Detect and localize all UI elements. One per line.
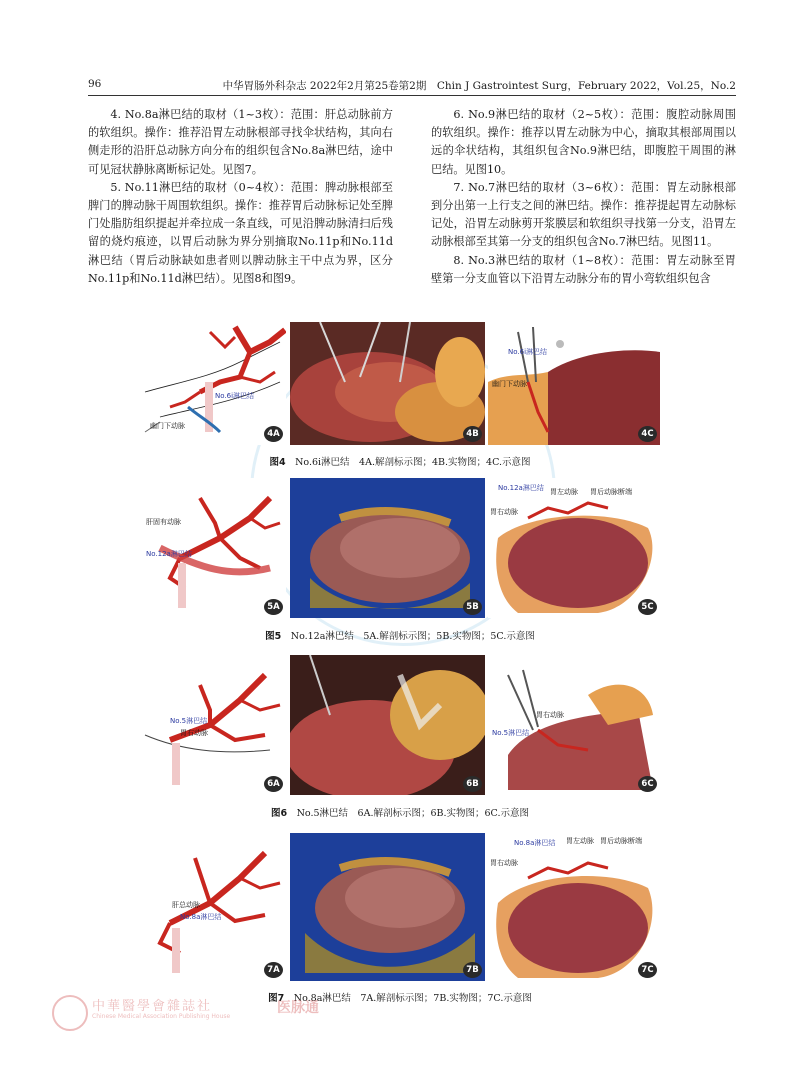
figure-4-caption: [0, 454, 800, 468]
panel-label: 5B: [463, 599, 482, 615]
annotation-label: No.5淋巴结: [492, 729, 530, 737]
figure-4b-specimen-photo: [290, 322, 485, 445]
panel-label: 5C: [638, 599, 657, 615]
panel-label: 7A: [264, 962, 283, 978]
paragraph: 6. No.9淋巴结的取材（2~5枚）：范围：腹腔动脉周围的软组织。操作：推荐以胃左动脉为中心，摘取其根部周围以远的伞状结构，其组织包含No.9淋巴结，即腹腔干周围的淋巴结。见图10。: [431, 108, 736, 176]
annotation-label: No.12a淋巴结: [498, 484, 544, 492]
annotation-label: 胃左动脉: [566, 837, 594, 845]
annotation-label: 胃后动脉断端: [590, 488, 632, 496]
panel-label: 6B: [463, 776, 482, 792]
publisher-logo: [52, 993, 392, 1033]
page-number: 96: [88, 78, 102, 90]
figure-number: 图6: [270, 808, 288, 819]
paragraph: 4. No.8a淋巴结的取材（1~3枚）：范围：肝总动脉前方的软组织。操作：推荐沿胃左动脉根部寻找伞状结构，其向右侧走形的沿肝总动脉方向分布的组织包含No.8a淋巴结，途中可见冠状静脉离断标记处。见图7。: [88, 108, 393, 176]
annotation-label: No.8a淋巴结: [180, 913, 222, 921]
figure-6c-schematic: [488, 655, 660, 795]
panel-label: 5A: [264, 599, 283, 615]
figure-7a-anatomy-diagram: [140, 833, 286, 981]
figure-number: 图4: [269, 457, 286, 468]
brand-logo: 医脉通: [277, 1000, 319, 1016]
panel-label: 4B: [463, 426, 482, 442]
panel-label: 6A: [264, 776, 283, 792]
panel-label: 4A: [264, 426, 283, 442]
annotation-label: 胃右动脉: [536, 711, 564, 719]
paragraph: 7. No.7淋巴结的取材（3~6枚）：范围：胃左动脉根部到分出第一上行支之间的淋巴结。操作：推荐提起胃左动脉标记处，沿胃左动脉剪开浆膜层和软组织寻找第一分支，沿胃左动脉根部至其第一分支的组织包含No.7淋巴结。见图11。: [431, 180, 736, 249]
figure-6a-anatomy-diagram: [140, 655, 286, 795]
figure-6-caption: [0, 805, 800, 819]
left-text-column: [88, 106, 393, 288]
annotation-label: 肝固有动脉: [146, 518, 181, 526]
publisher-name: 中華醫學會雜誌社: [92, 999, 213, 1014]
annotation-label: 胃右动脉: [490, 859, 518, 867]
figure-4c-schematic: [488, 322, 660, 445]
paragraph: 5. No.11淋巴结的取材（0~4枚）：范围：脾动脉根部至脾门的脾动脉干周围软组织。操作：推荐胃后动脉标记处至脾门处脂肪组织提起并牵拉成一条直线，可见沿脾动脉清扫后残留的烧灼痕迹，以胃后动脉为界分别摘取No.11p和No.11d淋巴结（胃后动脉缺如患者则以脾动脉主干中点为界，区分No.11p和No.11d淋巴结）。见图8和图9。: [88, 180, 393, 285]
page-header: [88, 78, 736, 94]
panel-label: 4C: [638, 426, 657, 442]
panel-label: 6C: [638, 776, 657, 792]
figure-4a-anatomy-diagram: [140, 322, 286, 445]
annotation-label: 胃后动脉断端: [600, 837, 642, 845]
annotation-label: No.6i淋巴结: [215, 392, 255, 400]
right-text-column: [431, 106, 736, 288]
header-rule: [88, 95, 736, 96]
publisher-name-en: Chinese Medical Association Publishing House: [92, 1013, 231, 1020]
figure-number: 图7: [268, 993, 285, 1004]
journal-running-head: 中华胃肠外科杂志 2022年2月第25卷第2期 Chin J Gastrointest Surg，February 2022，Vol.25，No.2: [222, 80, 736, 92]
figure-5a-anatomy-diagram: [140, 478, 286, 618]
annotation-label: 胃左动脉: [550, 488, 578, 496]
figure-7b-specimen-photo: [290, 833, 485, 981]
caption-text: No.5淋巴结 6A.解剖标示图；6B.实物图；6C.示意图: [287, 808, 530, 819]
annotation-label: 幽门下动脉: [492, 380, 527, 388]
panel-label: 7B: [463, 962, 482, 978]
figure-5b-specimen-photo: [290, 478, 485, 618]
caption-text: No.6i淋巴结 4A.解剖标示图；4B.实物图；4C.示意图: [285, 457, 531, 468]
caption-text: No.8a淋巴结 7A.解剖标示图；7B.实物图；7C.示意图: [284, 993, 532, 1004]
annotation-label: 胃右动脉: [490, 508, 518, 516]
figure-number: 图5: [265, 631, 282, 642]
annotation-label: No.5淋巴结: [170, 717, 208, 725]
annotation-label: 幽门下动脉: [150, 422, 185, 430]
panel-label: 7C: [638, 962, 657, 978]
figure-5-caption: [0, 628, 800, 642]
figure-5c-schematic: [488, 478, 660, 618]
annotation-label: No.8a淋巴结: [514, 839, 556, 847]
annotation-label: No.6i淋巴结: [508, 348, 548, 356]
annotation-label: 胃右动脉: [180, 729, 208, 737]
figure-7c-schematic: [488, 833, 660, 981]
caption-text: No.12a淋巴结 5A.解剖标示图；5B.实物图；5C.示意图: [281, 631, 535, 642]
annotation-label: 肝总动脉: [172, 901, 200, 909]
publisher-seal-icon: [52, 995, 88, 1031]
figure-6b-specimen-photo: [290, 655, 485, 795]
paragraph: 8. No.3淋巴结的取材（1~8枚）：范围：胃左动脉至胃壁第一分支血管以下沿胃左动脉分布的胃小弯软组织包含: [431, 253, 736, 285]
annotation-label: No.12a淋巴结: [146, 550, 192, 558]
